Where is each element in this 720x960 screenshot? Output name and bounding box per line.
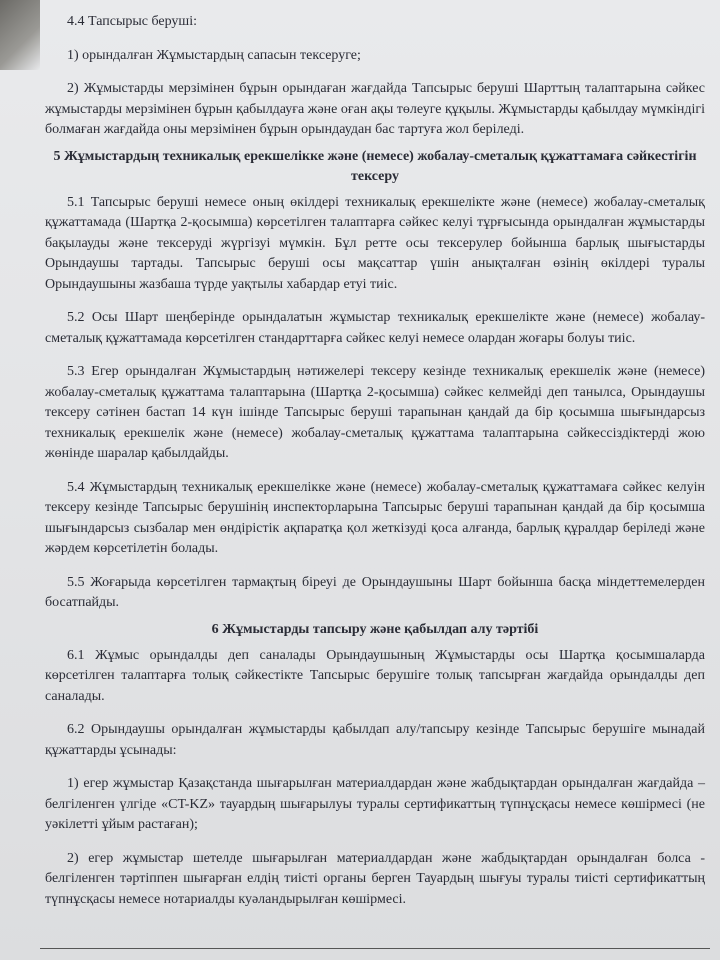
footer-divider (40, 948, 710, 949)
clause-5-2: 5.2 Осы Шарт шеңберінде орындалатын жұмыстар техникалық ерекшелікте және (немесе) жобалау-сметалық құжаттамада көрсетілген стандарттарға сәйкес келуі немесе олардан жоғары болуы тиіс. (45, 310, 705, 346)
clause-5-1: 5.1 Тапсырыс беруші немесе оның өкілдері техникалық ерекшелікте және (немесе) жобалау-сметалық құжаттамада (Шартқа 2-қосымша) көрсетілген талаптарға сәйкес келуі тұрғысында орындалған жұмыстарды бақылауды және тексеруді жүргізуі мүмкін. Бұл ретте осы тексерулер бойынша барлық шығыстарды Орындаушы тартады. Тапсырыс беруші осы мақсаттар үшін анықталған өзінің өкілдері туралы Орындаушыны жазбаша түрде уақтылы хабардар етуі тиіс. (45, 194, 705, 292)
clause-4-4-item-1: 1) орындалған Жұмыстардың сапасын тексеруге; (67, 47, 361, 63)
clause-5-5: 5.5 Жоғарыда көрсетілген тармақтың біреуі де Орындаушыны Шарт бойынша басқа міндеттемелерден босатпайды. (45, 574, 705, 610)
clause-6-1: 6.1 Жұмыс орындалды деп саналады Орындаушының Жұмыстарды осы Шартқа қосымшаларда көрсетілген талаптарға толық сәйкестікте Тапсырыс берушіге толық тапсырған жағдайда орындалды деп саналады. (45, 647, 705, 704)
page-corner-shadow (0, 0, 40, 70)
clause-5-3: 5.3 Егер орындалған Жұмыстардың нәтижелері тексеру кезінде техникалық ерекшелік және (немесе) жобалау-сметалық құжаттама талаптарына (Шартқа 2-қосымша) сәйкес келмейді деп танылса, Орындаушы тексеру сәтінен бастап 14 күн ішінде Тапсырыс беруші тарапынан қандай да бір қосымша шығындарсыз техникалық ерекшелік және (немесе) жобалау-сметалық құжаттама талаптарына сәйкессіздіктерді жою жөнінде шаралар қабылдайды. (45, 364, 705, 461)
document-body (45, 12, 705, 923)
clause-4-4: 4.4 Тапсырыс беруші: (67, 14, 197, 29)
clause-5-4: 5.4 Жұмыстардың техникалық ерекшелікке және (немесе) жобалау-сметалық құжаттамаға сәйкес келуін тексеру кезінде Тапсырыс берушінің инспекторларына Тапсырыс беруші тарапынан қандай да бір қосымша шығындарсыз сызбалар мен өндірістік ақпаратқа қол жеткізуді қоса алғанда, барлық құралдар беріледі және жәрдем көрсетілетін болады. (45, 479, 705, 556)
section-5-heading: 5 Жұмыстардың техникалық ерекшелікке және (немесе) жобалау-сметалық құжаттамаға сәйкестігін тексеру (53, 148, 697, 184)
clause-6-2-item-1: 1) егер жұмыстар Қазақстанда шығарылған материалдардан және жабдықтардан орындалған жағдайда – белгіленген үлгіде «CT-KZ» тауардың шығарылуы туралы сертификаттың түпнұсқасы немесе көшірмесі (не уәкілетті ұйым растаған); (45, 776, 705, 832)
clause-6-2: 6.2 Орындаушы орындалған жұмыстарды қабылдап алу/тапсыру кезінде Тапсырыс берушіге мынадай құжаттарды ұсынады: (45, 722, 705, 758)
section-6-heading: 6 Жұмыстарды тапсыру және қабылдап алу тәртібі (211, 621, 539, 637)
clause-4-4-item-2: 2) Жұмыстарды мерзімінен бұрын орындаған жағдайда Тапсырыс беруші Шарттың талаптарына сәйкес жұмыстарды мерзімінен бұрын қабылдауға және оған ақы төлеуге құқылы. Жұмыстарды қабылдау мүмкіндігі болмаған жағдайда оны мерзімінен бұрын орындаудан бас тартуға жол беріледі. (45, 81, 705, 137)
clause-6-2-item-2: 2) егер жұмыстар шетелде шығарылған материалдардан және жабдықтардан орындалған болса - белгіленген тәртіппен шығарған елдің тиісті органы берген Тауардың шығуы туралы тиісті сертификаттың түпнұсқасы немесе нотариалды куәландырылған көшірмесі. (45, 850, 705, 907)
